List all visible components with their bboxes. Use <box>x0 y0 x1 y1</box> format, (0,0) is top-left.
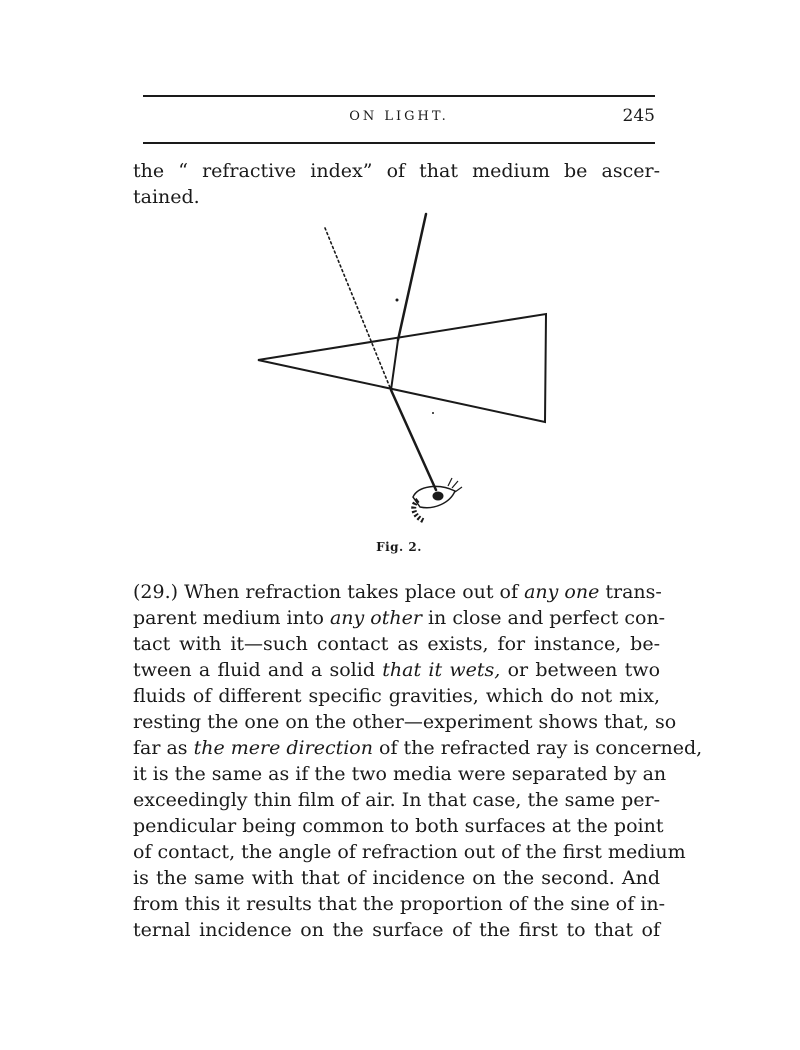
paragraph-line-12: is the same with that of incidence on the second. And <box>133 867 660 889</box>
page-number: 245 <box>622 106 655 126</box>
prism-triangle <box>258 314 546 422</box>
paragraph-line-13: from this it results that the proportion of the sine of in- <box>133 893 665 915</box>
paragraph-line-2: parent medium into any other in close and perfect con- <box>133 607 666 629</box>
eye-icon <box>413 478 462 521</box>
paragraph-line-1: (29.) When refraction takes place out of any one trans- <box>133 581 662 603</box>
paragraph-line-14: ternal incidence on the surface of the first to that of <box>133 919 660 941</box>
stray-dot <box>396 299 399 302</box>
figure-caption: Fig. 2. <box>376 540 422 554</box>
paragraph-line-5: fluids of different specific gravities, which do not mix, <box>133 685 660 707</box>
running-head <box>143 106 655 130</box>
paragraph-line-6: resting the one on the other—experiment shows that, so <box>133 711 677 733</box>
intro-line-2: tained. <box>133 186 200 208</box>
header-rule-top <box>143 95 655 97</box>
paragraph-line-4: tween a fluid and a solid that it wets, or between two <box>133 659 661 681</box>
intro-line-1: the “ refractive index” of that medium be ascer- <box>133 160 660 182</box>
paragraph-line-8: it is the same as if the two media were separated by an <box>133 763 667 785</box>
paragraph-line-7: far as the mere direction of the refracted ray is concerned, <box>133 737 703 759</box>
prism-refraction-figure <box>240 205 570 535</box>
running-title: ON LIGHT. <box>349 109 449 124</box>
internal-ray <box>391 340 398 390</box>
paragraph-line-11: of contact, the angle of refraction out of the first medium <box>133 841 686 863</box>
stray-dot <box>432 412 434 414</box>
incident-ray <box>391 390 436 490</box>
paragraph-line-9: exceedingly thin film of air. In that case, the same per- <box>133 789 660 811</box>
emergent-ray <box>398 214 426 340</box>
header-rule-bottom <box>143 142 655 144</box>
paragraph-line-3: tact with it—such contact as exists, for instance, be- <box>133 633 660 655</box>
paragraph-line-10: pendicular being common to both surfaces at the point <box>133 815 664 837</box>
apparent-ray <box>325 228 391 390</box>
